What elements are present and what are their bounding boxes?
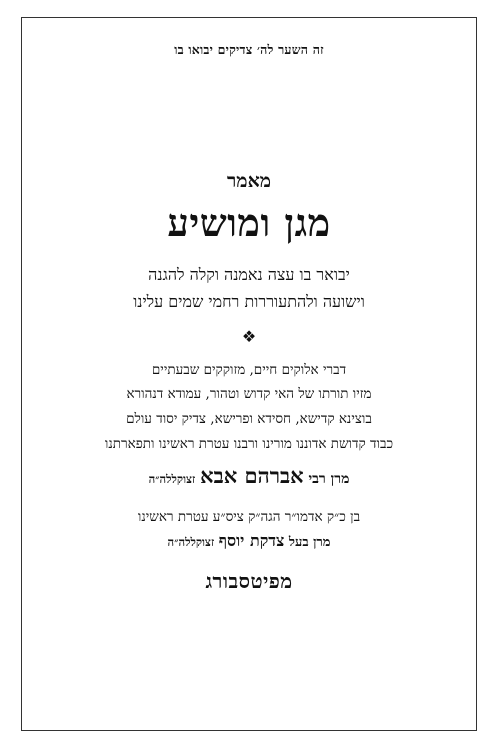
description-line-4: כבוד קדושת אדוננו מורינו ורבנו עטרת ראשינו ותפארתנו — [104, 436, 394, 452]
son-of-line: בן כ״ק אדמו״ר הגה״ק ציס״ע עטרת ראשינו — [137, 509, 361, 525]
description-line-2: מזיו תורתו של האי קדוש וטהור, עמודא דנהורא — [126, 386, 372, 402]
rebbe-name-line — [21, 463, 477, 489]
rebbe-suffix: זצוקללה״ה — [148, 472, 196, 486]
page-title: מגן ומושיע — [167, 200, 331, 245]
subtitle-line-2: וישועה ולהתעוררות רחמי שמים עלינו — [133, 292, 365, 311]
subtitle-line-1: יבואר בו עצה נאמנה וקלה להגנה — [148, 265, 350, 284]
diamond-ornament-icon: ❖ — [241, 327, 257, 346]
top-verse: זה השער לה׳ צדיקים יבואו בו — [174, 42, 324, 57]
father-name-line — [21, 531, 477, 551]
father-prefix: מרן בעל — [288, 535, 331, 550]
description-line-3: בוצינא קדישא, חסידא ופרישא, צדיק יסוד עולם — [126, 411, 372, 427]
description-line-1: דברי אלוקים חיים, מזוקקים שבעתיים — [151, 362, 347, 378]
rebbe-name: אברהם אבא — [200, 463, 304, 488]
father-suffix: זצוקללה״ה — [167, 535, 215, 549]
essay-label: מאמר — [226, 170, 272, 192]
father-name: צדקת יוסף — [218, 531, 285, 550]
title-page — [21, 17, 477, 731]
rebbe-prefix: מרן רבי — [308, 471, 350, 487]
place-name: מפיטסבורג — [205, 569, 293, 593]
